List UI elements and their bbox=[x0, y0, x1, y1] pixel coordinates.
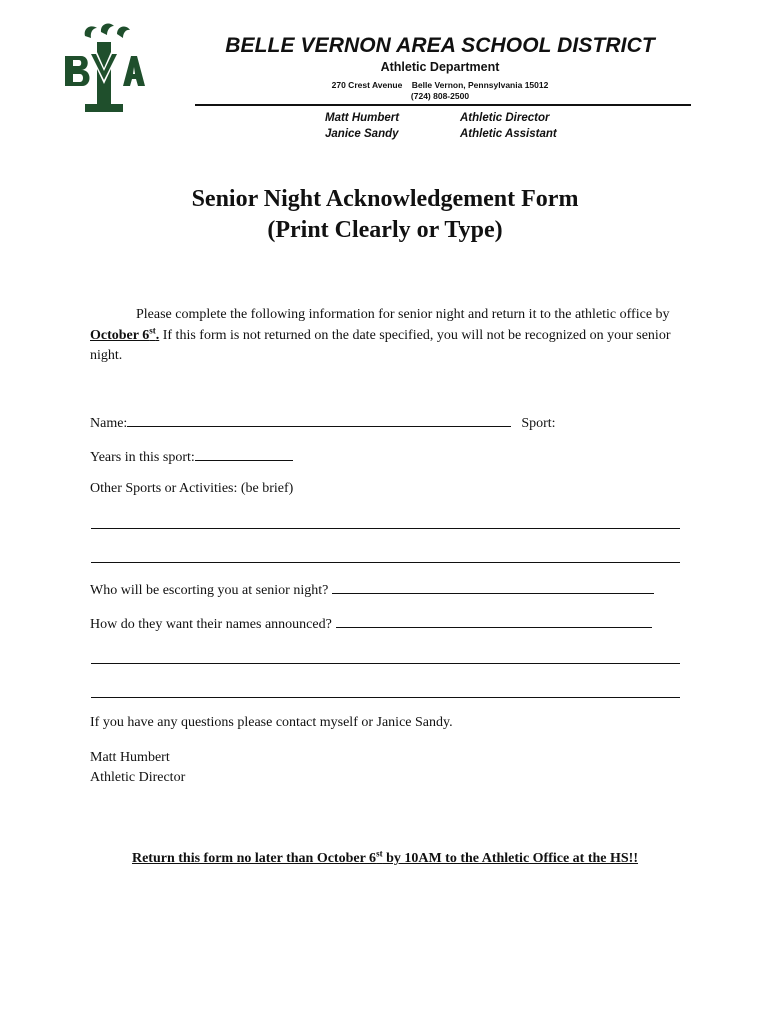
name-field[interactable] bbox=[127, 414, 511, 427]
other-activities-label: Other Sports or Activities: (be brief) bbox=[90, 481, 294, 496]
years-field[interactable] bbox=[195, 448, 293, 461]
signer-title: Athletic Director bbox=[90, 770, 186, 785]
years-label: Years in this sport: bbox=[90, 450, 195, 465]
staff-roles bbox=[460, 110, 557, 142]
signature-block bbox=[90, 748, 185, 788]
name-row bbox=[90, 414, 556, 432]
other-activities-field[interactable] bbox=[91, 528, 680, 529]
staff-names bbox=[325, 110, 399, 142]
announce-extra-field[interactable] bbox=[91, 663, 680, 664]
return-deadline-notice bbox=[90, 848, 680, 867]
form-title bbox=[90, 184, 680, 246]
years-row bbox=[90, 448, 293, 466]
intro-deadline-suffix: st bbox=[149, 324, 156, 335]
footer-suffix: st bbox=[376, 848, 383, 859]
intro-rest: If this form is not returned on the date specified, you will not be recognized on your senior night. bbox=[90, 327, 671, 363]
questions-note: If you have any questions please contact myself or Janice Sandy. bbox=[90, 715, 453, 730]
staff-role: Athletic Director bbox=[460, 112, 550, 124]
staff-role: Athletic Assistant bbox=[460, 128, 557, 140]
escort-label: Who will be escorting you at senior night? bbox=[90, 583, 329, 598]
district-address: 270 Crest Avenue Belle Vernon, Pennsylvania 15012 bbox=[331, 80, 549, 90]
staff-name: Janice Sandy bbox=[325, 128, 399, 140]
form-subtitle-line: (Print Clearly or Type) bbox=[267, 217, 503, 243]
district-name: BELLE VERNON AREA SCHOOL DISTRICT bbox=[225, 34, 655, 57]
department-name: Athletic Department bbox=[380, 60, 500, 74]
intro-deadline: October 6 bbox=[90, 327, 150, 343]
footer-text-end: by 10AM to the Athletic Office at the HS!! bbox=[382, 851, 639, 866]
announce-extra-field[interactable] bbox=[91, 697, 680, 698]
form-title-line: Senior Night Acknowledgement Form bbox=[191, 186, 579, 212]
sport-label: Sport: bbox=[521, 416, 556, 431]
header-divider bbox=[195, 104, 691, 106]
intro-deadline-end: . bbox=[155, 327, 160, 343]
name-label: Name: bbox=[90, 416, 128, 431]
announce-field[interactable] bbox=[336, 615, 652, 628]
announce-row bbox=[90, 615, 652, 633]
other-activities-field[interactable] bbox=[91, 562, 680, 563]
escort-field[interactable] bbox=[332, 581, 654, 594]
district-logo bbox=[63, 22, 145, 114]
announce-label: How do they want their names announced? bbox=[90, 617, 332, 632]
signer-name: Matt Humbert bbox=[90, 750, 170, 765]
paw-claws-icon bbox=[85, 24, 130, 38]
intro-text: Please complete the following information for senior night and return it to the athletic office by bbox=[136, 307, 670, 322]
escort-row bbox=[90, 581, 654, 599]
intro-paragraph bbox=[90, 305, 680, 367]
district-phone: (724) 808-2500 bbox=[410, 91, 470, 101]
footer-text: Return this form no later than October 6 bbox=[131, 851, 377, 866]
staff-name: Matt Humbert bbox=[325, 112, 400, 124]
